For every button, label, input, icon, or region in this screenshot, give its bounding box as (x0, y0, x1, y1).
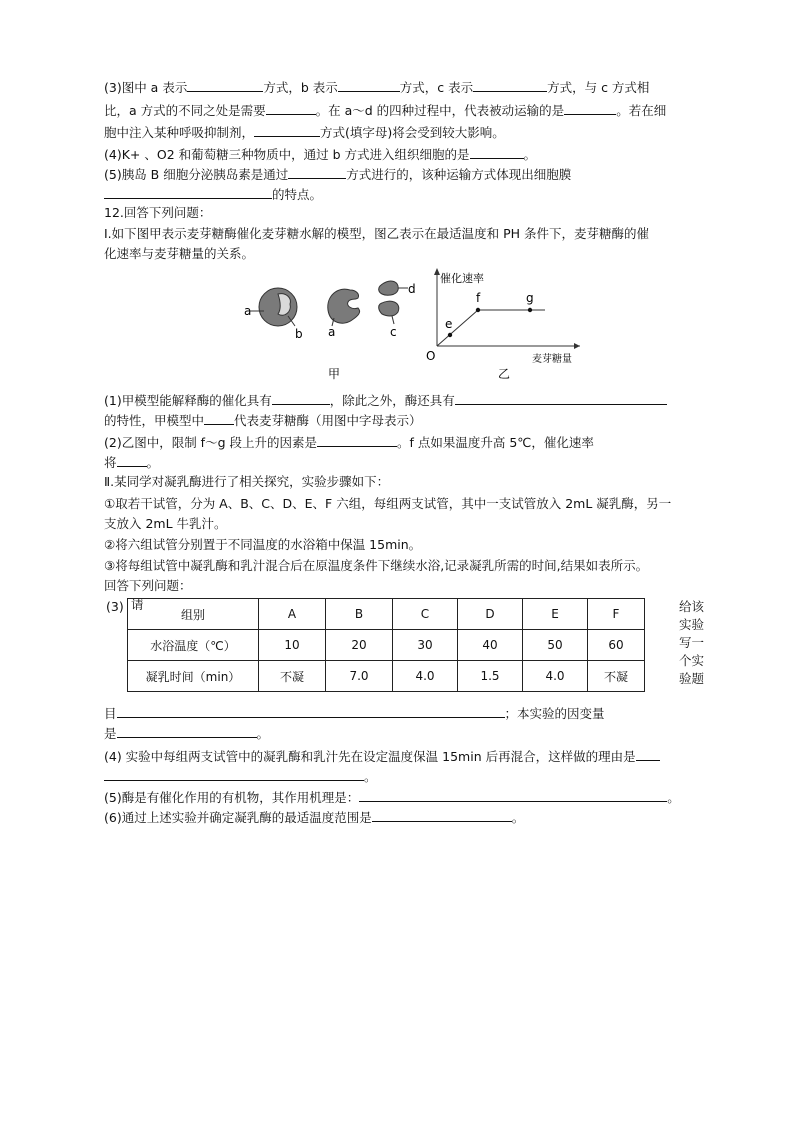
q4-line (104, 144, 536, 164)
table-row (128, 599, 645, 630)
point-e (448, 333, 452, 337)
blank[interactable] (272, 390, 330, 405)
text: 方式，c 表示 (399, 80, 474, 95)
part2-line2: ①取若干试管，分为 A、B、C、D、E、F 六组，每组两支试管，其中一支试管放入 2mL 凝乳酶，另一 (104, 496, 672, 511)
blank[interactable] (288, 164, 346, 179)
part2-line3: 支放入 2mL 牛乳汁。 (104, 516, 227, 531)
text: ；本实验的因变量 (504, 706, 605, 721)
q5b-line (104, 787, 680, 807)
part2-line4: ②将六组试管分别置于不同温度的水浴箱中保温 15min。 (104, 537, 422, 552)
label-b: b (295, 327, 303, 341)
q12-title: 12.回答下列问题： (104, 205, 212, 220)
q3b-line2 (104, 723, 269, 743)
text: 将 (104, 455, 117, 470)
enzyme-with-substrate-illustration (250, 288, 297, 326)
q3b-prefix: (3) (106, 599, 124, 614)
label-g: g (526, 291, 534, 305)
label-c: c (390, 325, 397, 339)
table-cell: F (588, 599, 645, 630)
table-cell: 不凝 (259, 661, 326, 692)
side-line: 验题 (679, 671, 705, 686)
table-cell: 4.0 (393, 661, 458, 692)
table-cell: 50 (523, 630, 588, 661)
p1-line2 (104, 410, 422, 430)
table-cell: 凝乳时间（min） (128, 661, 259, 692)
table-cell: 4.0 (523, 661, 588, 692)
q4b-line1 (104, 746, 660, 766)
point-g (528, 308, 532, 312)
blank[interactable] (455, 390, 667, 405)
table-cell: 30 (393, 630, 458, 661)
text: (6)通过上述实验并确定凝乳酶的最适温度范围是 (104, 810, 372, 825)
text: 。 (523, 147, 537, 162)
text: 。 (146, 455, 160, 470)
text: 方式进行的，该种运输方式体现出细胞膜 (346, 167, 572, 182)
q3-line2 (104, 100, 666, 120)
p1-line1 (104, 390, 667, 410)
caption-jia: 甲 (328, 367, 341, 381)
text: 目 (104, 706, 117, 721)
results-table (127, 598, 645, 692)
blank[interactable] (317, 432, 397, 447)
text: (5)胰岛 B 细胞分泌胰岛素是通过 (104, 167, 289, 182)
table-cell: 10 (259, 630, 326, 661)
x-axis-label: 麦芽糖量 (532, 354, 572, 365)
text: 代表麦芽糖酶（用图中字母表示） (234, 413, 422, 428)
text: 。f 点如果温度升高 5℃，催化速率 (397, 435, 594, 450)
table-cell: 40 (458, 630, 523, 661)
q3b-qing: 请 (131, 597, 144, 612)
blank[interactable] (117, 452, 147, 467)
text: 。 (364, 769, 377, 784)
table-cell: 不凝 (588, 661, 645, 692)
table-row (128, 661, 645, 692)
q4b-line2 (104, 766, 377, 786)
origin-label: O (426, 349, 436, 363)
side-line: 实验 (679, 617, 705, 632)
table-row (128, 630, 645, 661)
blank[interactable] (104, 184, 272, 199)
part2-line1: Ⅱ.某同学对凝乳酶进行了相关探究，实验步骤如下： (104, 474, 390, 489)
text: 。 (667, 790, 680, 805)
blank[interactable] (372, 807, 512, 822)
side-line: 个实 (679, 653, 705, 668)
text: 。 (256, 726, 270, 741)
text: (3)图中 a 表示 (104, 80, 188, 95)
x-axis-arrow (574, 343, 580, 349)
table-cell: 组别 (128, 599, 259, 630)
label-e: e (445, 317, 453, 331)
blank[interactable] (266, 100, 316, 115)
q5-line2 (104, 184, 322, 204)
table-cell: D (458, 599, 523, 630)
blank[interactable] (473, 77, 547, 92)
q12-part1-line1: Ⅰ.如下图甲表示麦芽糖酶催化麦芽糖水解的模型，图乙表示在最适温度和 PH 条件下，麦芽糖酶的催 (104, 226, 650, 241)
blank[interactable] (117, 723, 257, 738)
text: 。 (511, 810, 525, 825)
table-cell: C (393, 599, 458, 630)
blank[interactable] (117, 703, 505, 718)
q12-part1-line2: 化速率与麦芽糖量的关系。 (104, 246, 255, 261)
table-cell: B (326, 599, 393, 630)
text: (4)K+ 、O2 和葡萄糖三种物质中，通过 b 方式进入组织细胞的是 (104, 147, 470, 162)
table-cell: E (523, 599, 588, 630)
q5-line1 (104, 164, 571, 184)
y-axis-label: 催化速率 (440, 272, 484, 285)
p1-line4 (104, 452, 159, 472)
text: 。在 a～d 的四种过程中，代表被动运输的是 (315, 103, 565, 118)
table-cell: A (259, 599, 326, 630)
text: ，除此之外，酶还具有 (329, 393, 455, 408)
table-cell: 7.0 (326, 661, 393, 692)
free-enzyme-illustration (328, 289, 360, 326)
q3-line3 (104, 122, 505, 142)
blank[interactable] (204, 410, 234, 425)
text: 胞中注入某种呼吸抑制剂， (104, 125, 255, 140)
side-line: 写一 (679, 635, 705, 650)
table-cell: 20 (326, 630, 393, 661)
table-cell: 水浴温度（℃） (128, 630, 259, 661)
caption-yi: 乙 (498, 367, 511, 381)
point-f (476, 308, 480, 312)
table-cell: 1.5 (458, 661, 523, 692)
label-d: d (408, 282, 416, 296)
side-line: 给该 (679, 599, 705, 614)
blank[interactable] (187, 77, 263, 92)
p1-line3 (104, 432, 594, 452)
rate-curve (437, 310, 545, 346)
blank[interactable] (636, 746, 660, 761)
part2-line5: ③将每组试管中凝乳酶和乳汁混合后在原温度条件下继续水浴,记录凝乳所需的时间,结果如表所示。 (104, 558, 649, 573)
text: 方式(填字母)将会受到较大影响。 (320, 125, 505, 140)
text: 方式，与 c 方式相 (547, 80, 650, 95)
text: 。若在细 (616, 103, 667, 118)
text: 比，a 方式的不同之处是需要 (104, 103, 266, 118)
text: 的特点。 (272, 187, 323, 202)
text: 是 (104, 726, 117, 741)
q3b-line1 (104, 703, 605, 723)
table-cell: 60 (588, 630, 645, 661)
blank[interactable] (564, 100, 616, 115)
text: (5)酶是有催化作用的有机物，其作用机理是： (104, 790, 360, 805)
text: (2)乙图中，限制 f～g 段上升的因素是 (104, 435, 317, 450)
products-illustration (379, 281, 408, 324)
label-a1: a (244, 304, 252, 318)
q6b-line (104, 807, 524, 827)
label-a2: a (328, 325, 336, 339)
text: (1)甲模型能解释酶的催化具有 (104, 393, 272, 408)
text: 方式，b 表示 (263, 80, 338, 95)
text: 的特性，甲模型中 (104, 413, 205, 428)
blank[interactable] (470, 144, 524, 159)
q3b-side-text (679, 598, 704, 688)
blank[interactable] (359, 787, 667, 802)
part2-line6: 回答下列问题： (104, 578, 192, 593)
q3-line1 (104, 77, 649, 97)
figure (240, 268, 580, 386)
blank[interactable] (104, 766, 364, 781)
blank[interactable] (338, 77, 400, 92)
label-f: f (476, 291, 481, 305)
text: (4) 实验中每组两支试管中的凝乳酶和乳汁先在设定温度保温 15min 后再混合，这样做的理由是 (104, 749, 636, 764)
blank[interactable] (254, 122, 320, 137)
